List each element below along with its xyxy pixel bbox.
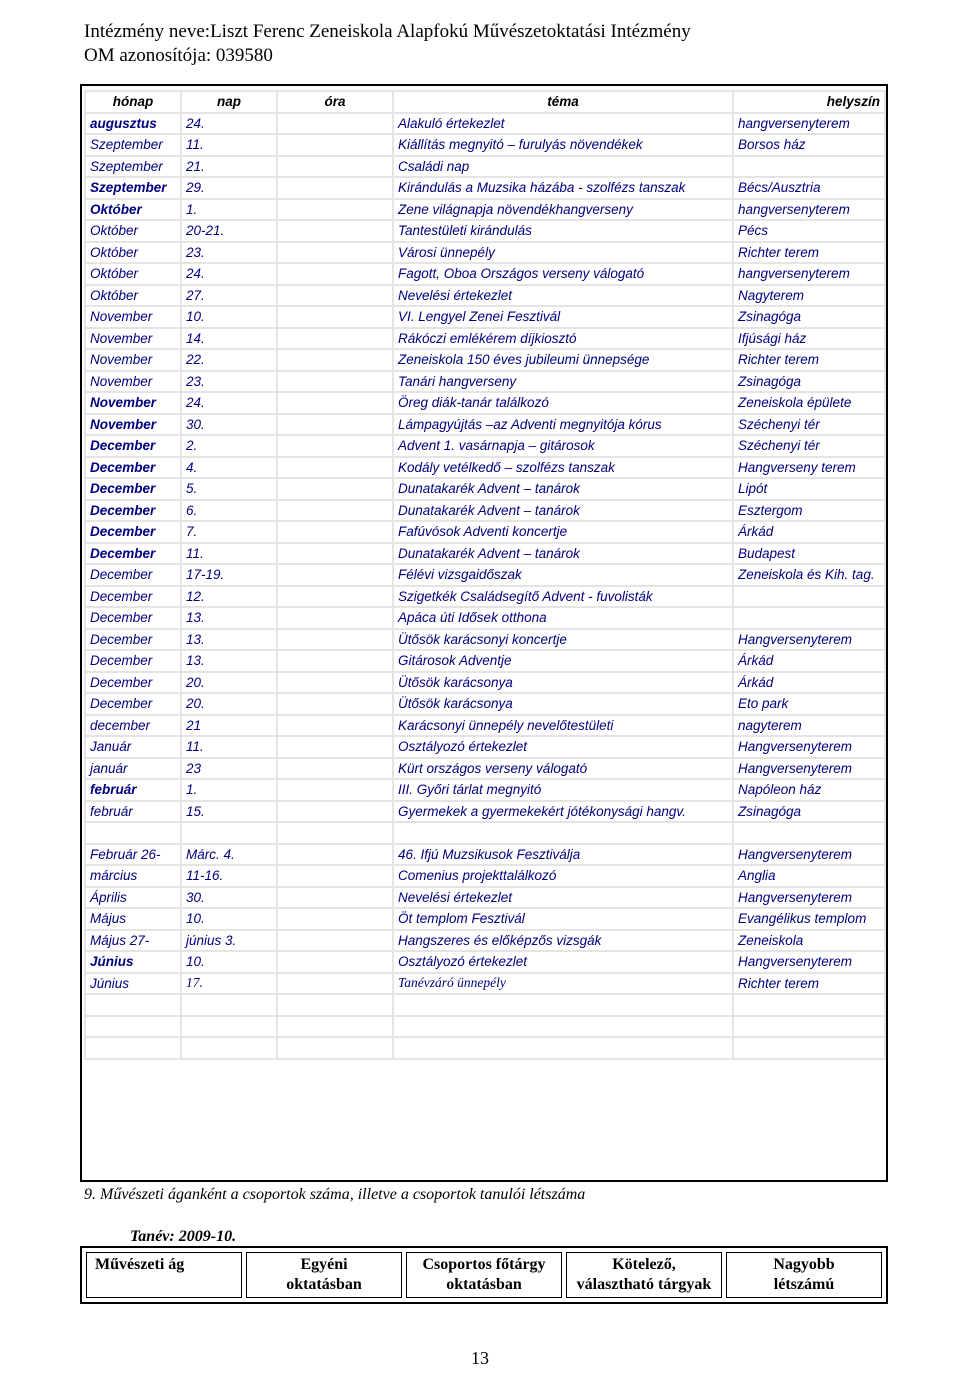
row-day: 17. bbox=[181, 973, 277, 995]
row-topic: Fafúvósok Adventi koncertje bbox=[393, 521, 733, 543]
row-month bbox=[85, 1016, 181, 1038]
row-place: Esztergom bbox=[733, 500, 885, 522]
row-month: Október bbox=[85, 199, 181, 221]
table-row bbox=[85, 478, 885, 500]
row-topic bbox=[393, 1016, 733, 1038]
institution-name: Intézmény neve:Liszt Ferenc Zeneiskola Alapfokú Művészetoktatási Intézmény bbox=[84, 21, 691, 42]
table-row bbox=[85, 715, 885, 737]
row-day: 14. bbox=[181, 328, 277, 350]
row-month: január bbox=[85, 758, 181, 780]
row-topic: III. Győri tárlat megnyitó bbox=[393, 779, 733, 801]
row-topic: Városi ünnepély bbox=[393, 242, 733, 264]
row-day: 17-19. bbox=[181, 564, 277, 586]
row-day: 10. bbox=[181, 306, 277, 328]
row-topic: Tanévzáró ünnepély bbox=[393, 973, 733, 995]
row-place: hangversenyterem bbox=[733, 199, 885, 221]
row-day: 20. bbox=[181, 672, 277, 694]
row-topic: 46. Ifjú Muzsikusok Fesztiválja bbox=[393, 844, 733, 866]
row-topic: Osztályozó értekezlet bbox=[393, 951, 733, 973]
row-month: Szeptember bbox=[85, 177, 181, 199]
om-id: OM azonosítója: 039580 bbox=[84, 45, 273, 66]
table-row bbox=[85, 736, 885, 758]
table-row bbox=[85, 543, 885, 565]
row-topic bbox=[393, 1037, 733, 1059]
row-place: Bécs/Ausztria bbox=[733, 177, 885, 199]
row-place: Richter terem bbox=[733, 242, 885, 264]
row-topic: Tantestületi kirándulás bbox=[393, 220, 733, 242]
groups-header-line2: választható tárgyak bbox=[576, 1276, 712, 1293]
row-topic: Dunatakarék Advent – tanárok bbox=[393, 543, 733, 565]
row-hour bbox=[277, 908, 393, 930]
row-hour bbox=[277, 199, 393, 221]
row-hour bbox=[277, 242, 393, 264]
row-hour bbox=[277, 930, 393, 952]
table-row bbox=[85, 220, 885, 242]
table-row bbox=[85, 908, 885, 930]
col-header-topic: téma bbox=[393, 91, 733, 113]
row-day bbox=[181, 994, 277, 1016]
row-day: 27. bbox=[181, 285, 277, 307]
row-place: Ifjúsági ház bbox=[733, 328, 885, 350]
row-month: Április bbox=[85, 887, 181, 909]
row-hour bbox=[277, 672, 393, 694]
row-month: Szeptember bbox=[85, 156, 181, 178]
row-day: 21 bbox=[181, 715, 277, 737]
row-place bbox=[733, 822, 885, 844]
row-month: December bbox=[85, 586, 181, 608]
row-place: Zeneiskola és Kih. tag. bbox=[733, 564, 885, 586]
row-topic: Öt templom Fesztivál bbox=[393, 908, 733, 930]
row-day bbox=[181, 1016, 277, 1038]
row-day bbox=[181, 1037, 277, 1059]
row-hour bbox=[277, 586, 393, 608]
row-place: Hangversenyterem bbox=[733, 758, 885, 780]
row-day: 11-16. bbox=[181, 865, 277, 887]
row-month: December bbox=[85, 478, 181, 500]
row-month: December bbox=[85, 521, 181, 543]
row-place: Richter terem bbox=[733, 349, 885, 371]
row-topic: Alakuló értekezlet bbox=[393, 113, 733, 135]
row-day: 29. bbox=[181, 177, 277, 199]
table-row bbox=[85, 457, 885, 479]
row-topic: Comenius projekttalálkozó bbox=[393, 865, 733, 887]
row-day: 15. bbox=[181, 801, 277, 823]
table-row bbox=[85, 285, 885, 307]
groups-header-cell bbox=[566, 1252, 722, 1298]
row-place: Richter terem bbox=[733, 973, 885, 995]
row-day: 11. bbox=[181, 736, 277, 758]
table-row bbox=[85, 113, 885, 135]
row-hour bbox=[277, 1037, 393, 1059]
table-row bbox=[85, 1016, 885, 1038]
schedule-body bbox=[85, 113, 885, 1059]
table-row bbox=[85, 844, 885, 866]
groups-header-cell bbox=[246, 1252, 402, 1298]
row-month: február bbox=[85, 801, 181, 823]
row-day: 22. bbox=[181, 349, 277, 371]
row-hour bbox=[277, 414, 393, 436]
row-day: 1. bbox=[181, 199, 277, 221]
table-row bbox=[85, 156, 885, 178]
table-row bbox=[85, 521, 885, 543]
row-place: Hangversenyterem bbox=[733, 736, 885, 758]
groups-header-line1: Kötelező, bbox=[612, 1256, 676, 1273]
row-topic: Szigetkék Családsegítő Advent - fuvolisták bbox=[393, 586, 733, 608]
col-header-month: hónap bbox=[85, 91, 181, 113]
row-hour bbox=[277, 607, 393, 629]
row-hour bbox=[277, 285, 393, 307]
table-row bbox=[85, 951, 885, 973]
schedule-header-row bbox=[85, 91, 885, 113]
row-hour bbox=[277, 177, 393, 199]
row-topic: Kürt országos verseny válogató bbox=[393, 758, 733, 780]
table-row bbox=[85, 134, 885, 156]
groups-header-line1: Csoportos főtárgy bbox=[422, 1256, 546, 1273]
row-month: December bbox=[85, 607, 181, 629]
table-row bbox=[85, 693, 885, 715]
row-month: Október bbox=[85, 242, 181, 264]
row-place: Hangversenyterem bbox=[733, 951, 885, 973]
row-place: nagyterem bbox=[733, 715, 885, 737]
col-header-place: helyszín bbox=[733, 91, 885, 113]
row-topic: Lámpagyújtás –az Adventi megnyitója kórus bbox=[393, 414, 733, 436]
row-hour bbox=[277, 887, 393, 909]
row-day: 4. bbox=[181, 457, 277, 479]
col-header-hour: óra bbox=[277, 91, 393, 113]
table-row bbox=[85, 586, 885, 608]
table-row bbox=[85, 328, 885, 350]
table-row bbox=[85, 629, 885, 651]
groups-header-cell bbox=[86, 1252, 242, 1298]
row-day: 11. bbox=[181, 543, 277, 565]
row-hour bbox=[277, 435, 393, 457]
row-month: November bbox=[85, 328, 181, 350]
row-hour bbox=[277, 328, 393, 350]
row-day: 30. bbox=[181, 414, 277, 436]
row-place bbox=[733, 994, 885, 1016]
row-month: December bbox=[85, 457, 181, 479]
page-number: 13 bbox=[471, 1348, 489, 1368]
table-row bbox=[85, 199, 885, 221]
table-row bbox=[85, 779, 885, 801]
row-month: November bbox=[85, 392, 181, 414]
row-place: hangversenyterem bbox=[733, 113, 885, 135]
row-hour bbox=[277, 951, 393, 973]
groups-header-line1: Művészeti ág bbox=[95, 1256, 185, 1273]
row-day: 20-21. bbox=[181, 220, 277, 242]
row-topic: Kiállítás megnyitó – furulyás növendékek bbox=[393, 134, 733, 156]
row-day: 23 bbox=[181, 758, 277, 780]
row-month: November bbox=[85, 349, 181, 371]
row-topic: Nevelési értekezlet bbox=[393, 887, 733, 909]
row-day: 6. bbox=[181, 500, 277, 522]
row-month: December bbox=[85, 650, 181, 672]
row-hour bbox=[277, 156, 393, 178]
row-topic: VI. Lengyel Zenei Fesztivál bbox=[393, 306, 733, 328]
row-topic: Apáca úti Idősek otthona bbox=[393, 607, 733, 629]
row-day: 10. bbox=[181, 908, 277, 930]
row-month: március bbox=[85, 865, 181, 887]
row-day: 13. bbox=[181, 650, 277, 672]
table-row bbox=[85, 607, 885, 629]
row-hour bbox=[277, 844, 393, 866]
row-day bbox=[181, 822, 277, 844]
row-topic: Nevelési értekezlet bbox=[393, 285, 733, 307]
row-topic: Gyermekek a gyermekekért jótékonysági hangv. bbox=[393, 801, 733, 823]
schedule-table bbox=[84, 90, 886, 1060]
row-hour bbox=[277, 521, 393, 543]
row-hour bbox=[277, 779, 393, 801]
row-day: 13. bbox=[181, 607, 277, 629]
row-hour bbox=[277, 564, 393, 586]
row-day: 12. bbox=[181, 586, 277, 608]
row-place: Zsinagóga bbox=[733, 306, 885, 328]
row-topic: Advent 1. vasárnapja – gitárosok bbox=[393, 435, 733, 457]
row-topic: Hangszeres és előképzős vizsgák bbox=[393, 930, 733, 952]
row-month: December bbox=[85, 693, 181, 715]
row-day: június 3. bbox=[181, 930, 277, 952]
row-place: Napóleon ház bbox=[733, 779, 885, 801]
row-topic bbox=[393, 994, 733, 1016]
row-month: Január bbox=[85, 736, 181, 758]
row-hour bbox=[277, 822, 393, 844]
row-month: Június bbox=[85, 973, 181, 995]
row-place: hangversenyterem bbox=[733, 263, 885, 285]
row-month: December bbox=[85, 564, 181, 586]
row-day: 2. bbox=[181, 435, 277, 457]
row-hour bbox=[277, 392, 393, 414]
row-hour bbox=[277, 758, 393, 780]
row-month: December bbox=[85, 629, 181, 651]
row-topic: Ütősök karácsonyi koncertje bbox=[393, 629, 733, 651]
row-place: Lipót bbox=[733, 478, 885, 500]
row-hour bbox=[277, 349, 393, 371]
row-topic: Tanári hangverseny bbox=[393, 371, 733, 393]
table-row bbox=[85, 865, 885, 887]
row-place: Árkád bbox=[733, 672, 885, 694]
row-hour bbox=[277, 693, 393, 715]
row-place: Pécs bbox=[733, 220, 885, 242]
row-hour bbox=[277, 650, 393, 672]
row-topic: Osztályozó értekezlet bbox=[393, 736, 733, 758]
row-place: Árkád bbox=[733, 650, 885, 672]
row-topic: Karácsonyi ünnepély nevelőtestületi bbox=[393, 715, 733, 737]
row-hour bbox=[277, 973, 393, 995]
row-place bbox=[733, 607, 885, 629]
row-place: Nagyterem bbox=[733, 285, 885, 307]
row-hour bbox=[277, 994, 393, 1016]
row-topic bbox=[393, 822, 733, 844]
row-place: Zsinagóga bbox=[733, 801, 885, 823]
row-place: Széchenyi tér bbox=[733, 414, 885, 436]
row-day: 21. bbox=[181, 156, 277, 178]
row-hour bbox=[277, 113, 393, 135]
row-month: Február 26- bbox=[85, 844, 181, 866]
table-row bbox=[85, 500, 885, 522]
school-year-label: Tanév: 2009-10. bbox=[130, 1228, 237, 1245]
groups-header-row bbox=[86, 1252, 882, 1298]
row-day: 1. bbox=[181, 779, 277, 801]
table-row bbox=[85, 801, 885, 823]
row-topic: Öreg diák-tanár találkozó bbox=[393, 392, 733, 414]
row-day: 23. bbox=[181, 242, 277, 264]
row-month: December bbox=[85, 543, 181, 565]
row-month: Május bbox=[85, 908, 181, 930]
row-hour bbox=[277, 371, 393, 393]
table-row bbox=[85, 349, 885, 371]
groups-header-line1: Nagyobb bbox=[773, 1256, 835, 1273]
groups-header-line1: Egyéni bbox=[300, 1256, 348, 1273]
row-month bbox=[85, 1037, 181, 1059]
row-place bbox=[733, 1037, 885, 1059]
row-place: Hangverseny terem bbox=[733, 457, 885, 479]
row-topic: Kirándulás a Muzsika házába - szolfézs tanszak bbox=[393, 177, 733, 199]
row-day: 24. bbox=[181, 392, 277, 414]
table-row bbox=[85, 435, 885, 457]
row-place: Anglia bbox=[733, 865, 885, 887]
row-place: Hangversenyterem bbox=[733, 844, 885, 866]
row-day: 10. bbox=[181, 951, 277, 973]
row-hour bbox=[277, 865, 393, 887]
row-place: Zeneiskola bbox=[733, 930, 885, 952]
groups-header-line2: létszámú bbox=[773, 1276, 835, 1293]
col-header-day: nap bbox=[181, 91, 277, 113]
row-month: Október bbox=[85, 220, 181, 242]
row-place: Hangversenyterem bbox=[733, 887, 885, 909]
row-month: November bbox=[85, 414, 181, 436]
table-row bbox=[85, 564, 885, 586]
row-hour bbox=[277, 736, 393, 758]
row-place: Árkád bbox=[733, 521, 885, 543]
table-row bbox=[85, 306, 885, 328]
row-month: Október bbox=[85, 285, 181, 307]
section-9-title: 9. Művészeti áganként a csoportok száma, illetve a csoportok tanulói létszáma bbox=[84, 1186, 586, 1203]
row-month: február bbox=[85, 779, 181, 801]
row-place: Széchenyi tér bbox=[733, 435, 885, 457]
row-month: Június bbox=[85, 951, 181, 973]
groups-header-line2: oktatásban bbox=[286, 1276, 362, 1293]
groups-header-cell bbox=[406, 1252, 562, 1298]
row-topic: Rákóczi emlékérem díjkiosztó bbox=[393, 328, 733, 350]
row-topic: Családi nap bbox=[393, 156, 733, 178]
row-day: 30. bbox=[181, 887, 277, 909]
row-month: december bbox=[85, 715, 181, 737]
table-row bbox=[85, 672, 885, 694]
table-row bbox=[85, 177, 885, 199]
row-place: Borsos ház bbox=[733, 134, 885, 156]
table-row bbox=[85, 973, 885, 995]
row-day: 11. bbox=[181, 134, 277, 156]
row-month: Október bbox=[85, 263, 181, 285]
row-month: November bbox=[85, 371, 181, 393]
row-place: Evangélikus templom bbox=[733, 908, 885, 930]
row-topic: Dunatakarék Advent – tanárok bbox=[393, 500, 733, 522]
row-day: Márc. 4. bbox=[181, 844, 277, 866]
row-day: 20. bbox=[181, 693, 277, 715]
row-place bbox=[733, 1016, 885, 1038]
row-hour bbox=[277, 801, 393, 823]
table-row bbox=[85, 263, 885, 285]
row-place bbox=[733, 156, 885, 178]
row-place: Zeneiskola épülete bbox=[733, 392, 885, 414]
groups-table bbox=[80, 1246, 888, 1304]
table-row bbox=[85, 371, 885, 393]
row-month: Szeptember bbox=[85, 134, 181, 156]
row-place: Budapest bbox=[733, 543, 885, 565]
table-row bbox=[85, 994, 885, 1016]
table-row bbox=[85, 1037, 885, 1059]
table-row bbox=[85, 414, 885, 436]
row-month: augusztus bbox=[85, 113, 181, 135]
row-day: 13. bbox=[181, 629, 277, 651]
row-month: December bbox=[85, 435, 181, 457]
row-topic: Dunatakarék Advent – tanárok bbox=[393, 478, 733, 500]
row-hour bbox=[277, 263, 393, 285]
row-month bbox=[85, 822, 181, 844]
row-topic: Gitárosok Adventje bbox=[393, 650, 733, 672]
row-hour bbox=[277, 500, 393, 522]
row-hour bbox=[277, 134, 393, 156]
document-header bbox=[84, 20, 691, 68]
row-topic: Kodály vetélkedő – szolfézs tanszak bbox=[393, 457, 733, 479]
row-hour bbox=[277, 629, 393, 651]
row-month: December bbox=[85, 672, 181, 694]
row-topic: Fagott, Oboa Országos verseny válogató bbox=[393, 263, 733, 285]
row-place: Eto park bbox=[733, 693, 885, 715]
row-hour bbox=[277, 457, 393, 479]
row-place: Hangversenyterem bbox=[733, 629, 885, 651]
table-row bbox=[85, 242, 885, 264]
row-day: 24. bbox=[181, 113, 277, 135]
row-hour bbox=[277, 543, 393, 565]
row-hour bbox=[277, 478, 393, 500]
row-day: 23. bbox=[181, 371, 277, 393]
row-month: November bbox=[85, 306, 181, 328]
row-day: 5. bbox=[181, 478, 277, 500]
row-topic: Ütősök karácsonya bbox=[393, 672, 733, 694]
row-place bbox=[733, 586, 885, 608]
table-row bbox=[85, 887, 885, 909]
row-day: 7. bbox=[181, 521, 277, 543]
table-row bbox=[85, 822, 885, 844]
row-hour bbox=[277, 1016, 393, 1038]
row-topic: Ütősök karácsonya bbox=[393, 693, 733, 715]
row-topic: Zeneiskola 150 éves jubileumi ünnepsége bbox=[393, 349, 733, 371]
row-month: December bbox=[85, 500, 181, 522]
row-topic: Zene világnapja növendékhangverseny bbox=[393, 199, 733, 221]
row-hour bbox=[277, 306, 393, 328]
row-day: 24. bbox=[181, 263, 277, 285]
row-hour bbox=[277, 220, 393, 242]
row-hour bbox=[277, 715, 393, 737]
table-row bbox=[85, 650, 885, 672]
row-topic: Félévi vizsgaidőszak bbox=[393, 564, 733, 586]
table-row bbox=[85, 392, 885, 414]
row-place: Zsinagóga bbox=[733, 371, 885, 393]
table-row bbox=[85, 758, 885, 780]
groups-header-cell bbox=[726, 1252, 882, 1298]
groups-header-line2: oktatásban bbox=[446, 1276, 522, 1293]
row-month bbox=[85, 994, 181, 1016]
table-row bbox=[85, 930, 885, 952]
row-month: Május 27- bbox=[85, 930, 181, 952]
